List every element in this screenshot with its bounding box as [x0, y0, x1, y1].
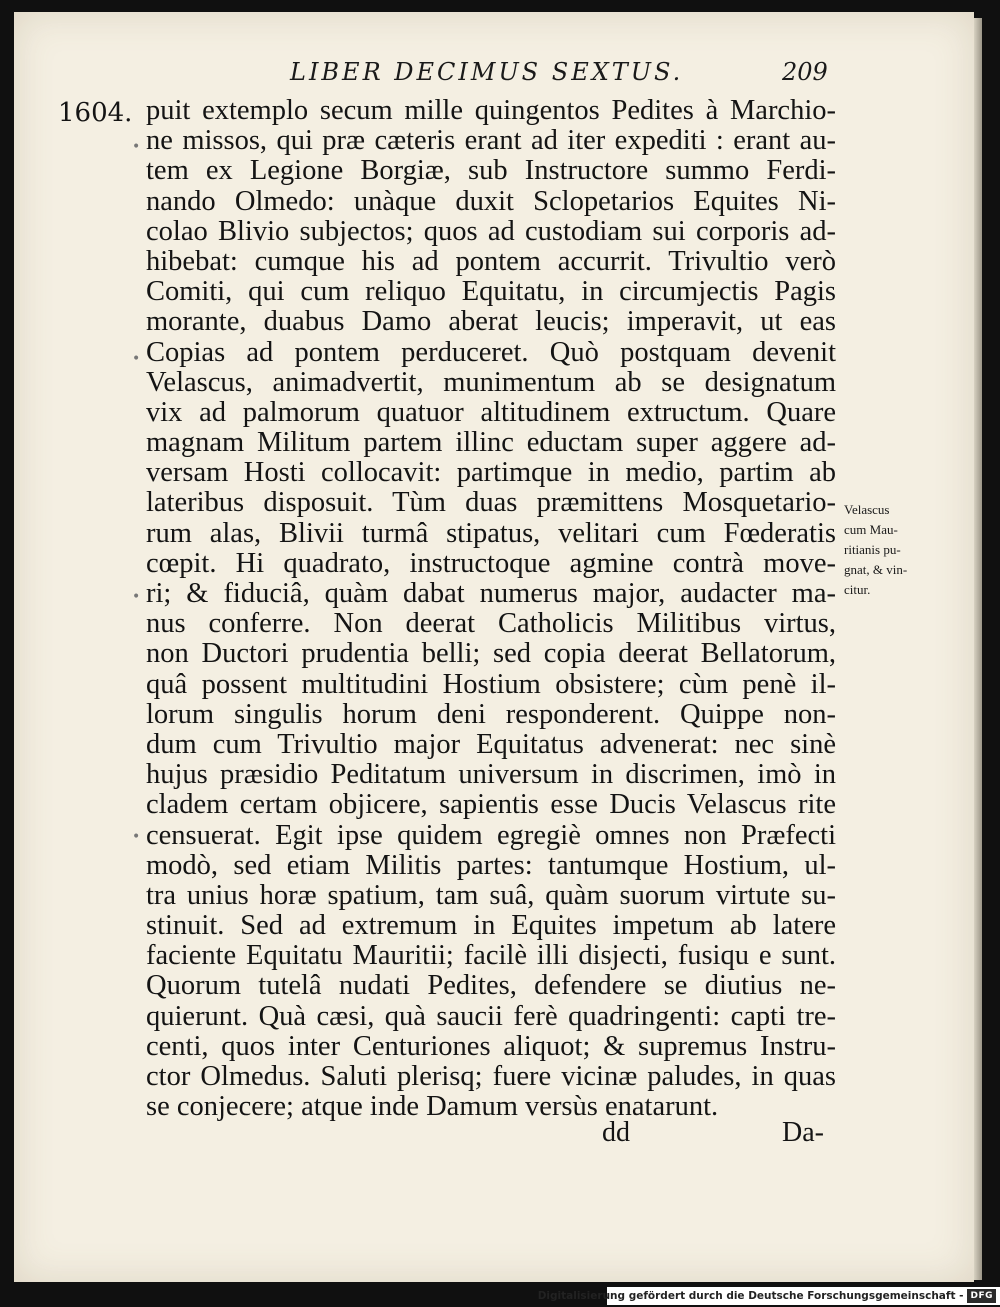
text-line: Comiti, qui cum reliquo Equitatu, in circumjectis Pagis — [146, 277, 836, 308]
marginal-note — [844, 500, 924, 600]
marginal-note-line: Velascus — [844, 502, 890, 517]
text-line: lateribus disposuit. Tùm duas præmittens Mosquetario- — [146, 488, 836, 519]
running-header-title: LIBER DECIMUS SEXTUS. — [290, 58, 684, 86]
text-line: hibebat: cumque his ad pontem accurrit. Trivultio verò — [146, 246, 836, 277]
text-line: Copias ad pontem perduceret. Quò postquam devenit — [146, 337, 836, 368]
text-line: dum cum Trivultio major Equitatus advenerat: nec sinè — [146, 729, 836, 760]
text-line-last: se conjecere; atque inde Damum versùs enatarunt. — [146, 1091, 719, 1123]
marginal-note-line: citur. — [844, 582, 871, 597]
margin-dot: • — [132, 351, 141, 367]
text-line: quierunt. Quà cæsi, quà saucii ferè quadringenti: capti tre- — [146, 1001, 836, 1032]
margin-dot: • — [132, 589, 141, 605]
text-line: vix ad palmorum quatuor altitudinem extructum. Quare — [146, 397, 836, 428]
text-line: non Ductori prudentia belli; sed copia deerat Bellatorum, — [146, 639, 836, 670]
text-line: tra unius horæ spatium, tam suâ, quàm suorum virtute su- — [146, 880, 836, 911]
digitization-footer — [537, 1287, 1000, 1305]
page-edge — [974, 18, 982, 1280]
body-text — [146, 96, 836, 1122]
text-line: magnam Militum partem illinc eductam super aggere ad- — [146, 428, 836, 459]
text-line: versam Hosti collocavit: partimque in medio, partim ab — [146, 458, 836, 489]
marginal-note-line: gnat, & vin- — [844, 562, 908, 577]
marginal-note-line: cum Mau- — [844, 522, 898, 537]
marginal-note-line: ritianis pu- — [844, 542, 901, 557]
catchword: Da- — [782, 1117, 824, 1148]
text-line: faciente Equitatu Mauritii; facilè illi disjecti, fusiqu e sunt. — [146, 941, 836, 972]
text-line: centi, quos inter Centuriones aliquot; & supremus Instru- — [146, 1031, 836, 1062]
text-line: modò, sed etiam Militis partes: tantumque Hostium, ul- — [146, 850, 836, 881]
margin-dot: • — [132, 139, 141, 155]
text-line: ctor Olmedus. Saluti plerisq; fuere vicinæ paludes, in quas — [146, 1062, 836, 1092]
footer-credit-text: Digitalisierung gefördert durch die Deutsche Forschungsgemeinschaft - — [537, 1290, 964, 1302]
dfg-logo: DFG — [967, 1289, 996, 1303]
text-line: censuerat. Egit ipse quidem egregiè omnes non Præfecti — [146, 820, 836, 851]
signature-mark: dd — [602, 1117, 630, 1148]
text-line: colao Blivio subjectos; quos ad custodiam sui corporis ad- — [146, 216, 836, 247]
text-line: Velascus, animadvertit, munimentum ab se designatum — [146, 367, 836, 398]
page-number: 209 — [782, 58, 828, 86]
text-line: hujus præsidio Peditatum universum in discrimen, imò in — [146, 760, 836, 791]
text-line: ri; & fiduciâ, quàm dabat numerus major, audacter ma- — [146, 579, 836, 609]
text-line: rum alas, Blivii turmâ stipatus, velitari cum Fœderatis — [146, 518, 836, 549]
text-line: nando Olmedo: unàque duxit Sclopetarios Equites Ni- — [146, 186, 836, 217]
year-margin-note: 1604. — [58, 98, 133, 128]
text-line: lorum singulis horum deni responderent. Quippe non- — [146, 699, 836, 730]
text-line: tem ex Legione Borgiæ, sub Instructore summo Ferdi- — [146, 156, 836, 187]
text-line: cladem certam objicere, sapientis esse Ducis Velascus rite — [146, 790, 836, 821]
text-line: ne missos, qui præ cæteris erant ad iter expediti : erant au- — [146, 126, 836, 157]
text-line: Quorum tutelâ nudati Pedites, defendere se diutius ne- — [146, 971, 836, 1002]
text-line: quâ possent multitudini Hostium obsistere; cùm penè il- — [146, 669, 836, 700]
text-line: nus conferre. Non deerat Catholicis Militibus virtus, — [146, 609, 836, 640]
margin-dot: • — [132, 829, 141, 845]
text-line: morante, duabus Damo aberat leucis; imperavit, ut eas — [146, 307, 836, 338]
text-line: puit extemplo secum mille quingentos Pedites à Marchio- — [146, 96, 836, 126]
text-line: stinuit. Sed ad extremum in Equites impetum ab latere — [146, 911, 836, 942]
text-line: cœpit. Hi quadrato, instructoque agmine contrà move- — [146, 548, 836, 579]
